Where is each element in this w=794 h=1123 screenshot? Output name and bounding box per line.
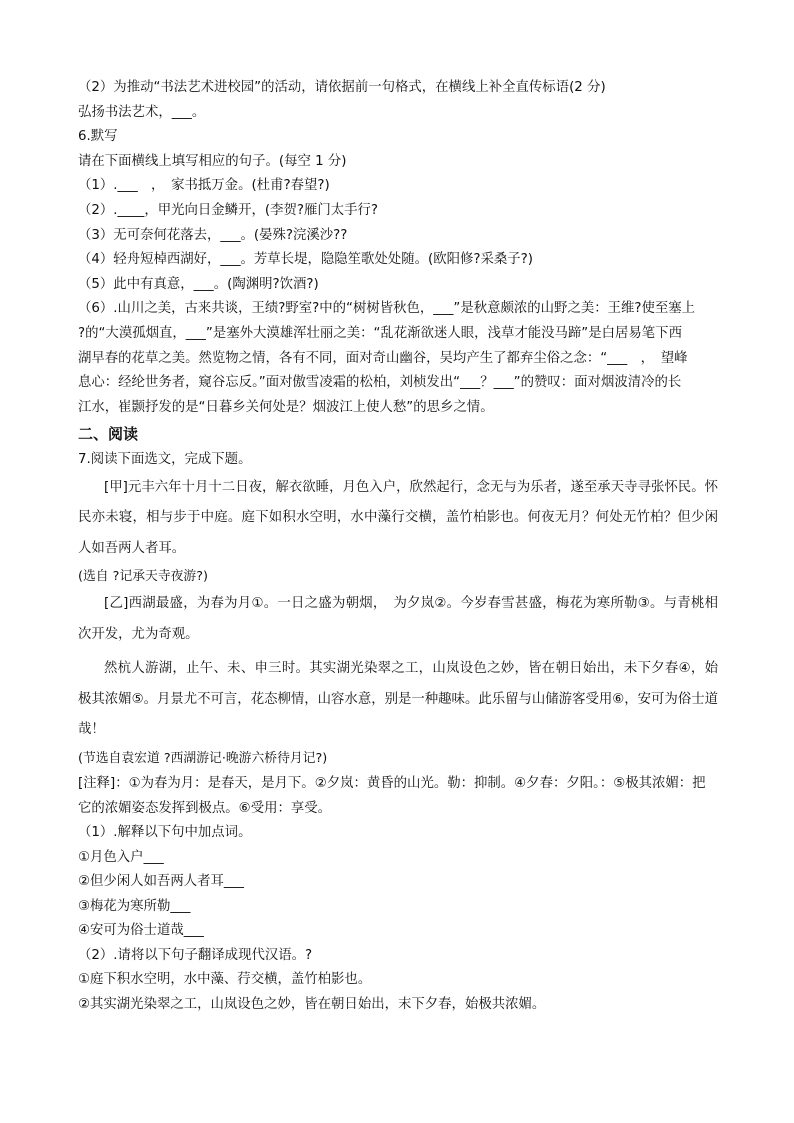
dictation-item-6-line-4: 息心：经纶世务者，窥谷忘反。”面对傲雪凌霜的松柏，刘桢发出“___？___”的赞叹：面对烟波清冷的长 [78,375,682,391]
passage-b-para-2: 然杭人游湖，止午、未、申三时。其实湖光染翠之工，山岚设色之妙，皆在朝日始出，未下夕春④，始极其浓媚⑤。月景尤不可言，花态柳情，山容水意，别是一种趣味。此乐留与山储游客受用⑥，安可为俗士道哉！ [78,661,718,738]
dictation-item-6-line-1: （6）.山川之美，古来共谈，王绩?野室?中的“树树皆秋色，___”是秋意颇浓的山野之美：王维?使至塞上 [78,301,696,317]
annotation-notes: [注释]：①为春为月：是春天，是月下。②夕岚：黄昏的山光。勒：抑制。④夕春：夕阳。：⑤极其浓媚：把它的浓媚姿态发挥到极点。⑥受用：享受。 [78,775,706,816]
dictation-item-1: （1）.___ ， 家书抵万金。(杜甫?春望?) [78,178,330,194]
sub1-item-2: ②但少闲人如吾两人者耳___ [78,874,244,890]
sub2-title: （2）.请将以下句子翻译成现代汉语。? [78,947,313,963]
passage-b [78,589,718,746]
document-content [78,76,718,1018]
dictation-instruction: 请在下面横线上填写相应的句子。(每空 1 分) [78,153,347,169]
dictation-item-3: （3）无可奈何花落去，___。(晏殊?浣溪沙?? [78,227,348,243]
sub1-item-3: ③梅花为寒所勒___ [78,898,191,914]
dictation-item-5: （5）此中有真意，___。(陶渊明?饮酒?) [78,276,319,292]
dictation-item-2: （2）.____，甲光向日金鳞开，(李贺?雁门太手行? [78,202,379,218]
sub1-item-1: ①月色入户___ [78,849,164,865]
dictation-item-6-line-3: 湖早春的花草之美。然览物之情，各有不同，面对奇山幽谷，吴均产生了都弃尘俗之念：“___ ， 望峰 [78,350,688,366]
sub1-item-4: ④安可为俗士道哉___ [78,923,204,939]
q6-part2-answer-line: 弘扬书法艺术，___。 [78,104,206,120]
source-a: (选自 ?记承天寺夜游?) [78,569,209,585]
dictation-title: 6.默写 [78,129,118,145]
passage-b-para-1: [乙]西湖最盛，为春为月①。一日之盛为朝烟， 为夕岚②。今岁春雪甚盛，梅花为寒所勒③。与青桃相次开发，尤为奇观。 [78,596,718,642]
q6-part2-prompt: （2）为推动“书法艺术进校园”的活动，请依据前一句格式，在横线上补全直传标语(2 分) [78,80,606,95]
dictation-item-4: （4）轻舟短棹西湖好，___。芳草长堤，隐隐笙歌处处随。(欧阳修?采桑子?) [78,252,533,268]
dictation-item-6-line-2: ?的“大漠孤烟直，___”是塞外大漠雄浑壮丽之美：“乱花渐欲迷人眼，浅草才能没马蹄”是白居易笔下西 [78,325,682,341]
q7-intro: 7.阅读下面选文，完成下题。 [78,452,252,468]
source-b: (节选自袁宏道 ?西湖游记·晚游六桥待月记?) [78,750,328,766]
reading-section-title: 二、阅读 [78,425,139,444]
passage-a [78,473,718,565]
sub1-title: （1）.解释以下句中加点词。 [78,824,252,840]
passage-a-text: [甲]元丰六年十月十二日夜，解衣欲睡，月色入户，欣然起行，念无与为乐者，遂至承天寺寻张怀民。怀民亦未寝，相与步于中庭。庭下如积水空明，水中藻行交横，盖竹柏影也。何夜无月？何处无竹柏？但少闲人如吾两人者耳。 [78,479,718,556]
sub2-item-1: ①庭下积水空明，水中藻、荇交横，盖竹柏影也。 [78,972,372,988]
sub2-item-2: ②其实湖光染翠之工，山岚设色之妙，皆在朝日始出，末下夕春，始极共浓媚。 [78,997,546,1013]
dictation-item-6-line-5: 江水，崔颢抒发的是“日暮乡关何处是？烟波江上使人愁”的思乡之情。 [78,399,494,415]
